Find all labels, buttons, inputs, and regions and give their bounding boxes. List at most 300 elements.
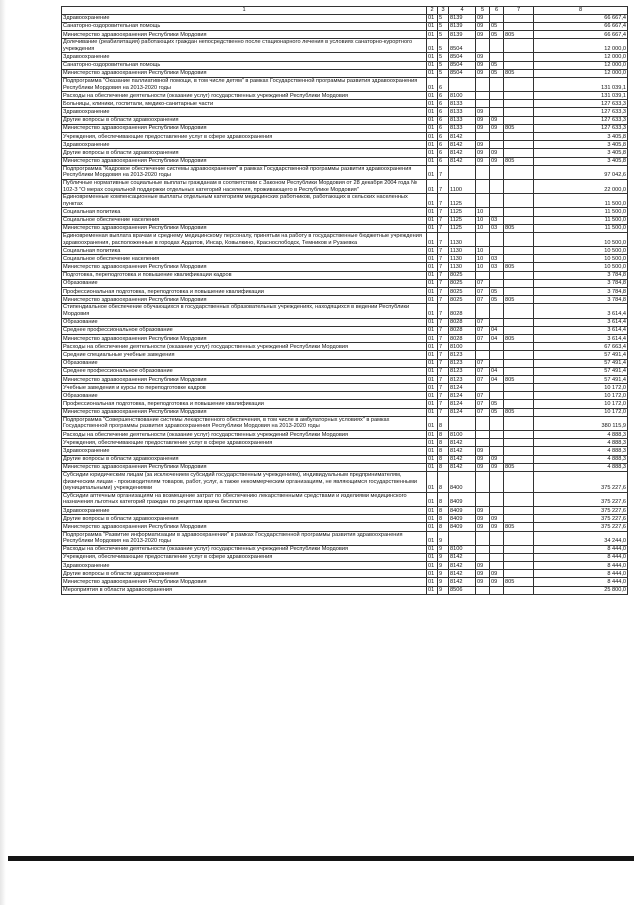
ministry-code-cell	[504, 586, 534, 594]
row-name-cell: Министерство здравоохранения Республики Мордовия	[62, 408, 427, 416]
table-row	[62, 124, 628, 132]
table-row	[62, 208, 628, 216]
row-name-cell: Образование	[62, 359, 427, 367]
sub-code-cell: 7	[438, 384, 449, 392]
gp-code-cell: 01	[427, 92, 438, 100]
row-name-cell: Профессиональная подготовка, переподготовка и повышение квалификации	[62, 400, 427, 408]
gp-code-cell: 01	[427, 69, 438, 77]
amount-cell: 8 444,0	[534, 570, 628, 578]
article-code-cell: 8025	[449, 279, 476, 287]
subsection-code-cell: 03	[490, 216, 504, 224]
article-code-cell: 8123	[449, 351, 476, 359]
section-code-cell: 07	[476, 334, 490, 342]
row-name-cell: Публичные нормативные социальные выплаты гражданам в соответствии с Законом Республики Мордовия от 28 декабря 2004 года № 102-З "О мерах социальной поддержки отдельных категорий населения, проживающего в Республике Мордовия"	[62, 179, 427, 193]
gp-code-cell: 01	[427, 61, 438, 69]
row-name-cell: Образование	[62, 279, 427, 287]
section-code-cell: 07	[476, 359, 490, 367]
amount-cell: 10 172,0	[534, 384, 628, 392]
sub-code-cell: 8	[438, 447, 449, 455]
section-code-cell: 07	[476, 408, 490, 416]
section-code-cell: 09	[476, 124, 490, 132]
table-row	[62, 141, 628, 149]
subsection-code-cell	[490, 431, 504, 439]
row-name-cell: Учреждения, обеспечивающие предоставление услуг в сфере здравоохранения	[62, 553, 427, 561]
table-row	[62, 165, 628, 179]
amount-cell: 10 172,0	[534, 400, 628, 408]
subsection-code-cell	[490, 247, 504, 255]
row-name-cell: Министерство здравоохранения Республики Мордовия	[62, 157, 427, 165]
row-name-cell: Санаторно-оздоровительная помощь	[62, 22, 427, 30]
article-code-cell: 1125	[449, 208, 476, 216]
row-name-cell: Министерство здравоохранения Республики Мордовия	[62, 30, 427, 38]
section-code-cell: 09	[476, 69, 490, 77]
header-cell: 5	[476, 7, 490, 15]
sub-code-cell: 7	[438, 367, 449, 375]
table-row	[62, 61, 628, 69]
table-row	[62, 392, 628, 400]
ministry-code-cell	[504, 570, 534, 578]
sub-code-cell: 6	[438, 149, 449, 157]
gp-code-cell: 01	[427, 22, 438, 30]
header-cell: 2	[427, 7, 438, 15]
sub-code-cell: 5	[438, 53, 449, 61]
sub-code-cell: 7	[438, 326, 449, 334]
article-code-cell	[449, 531, 476, 545]
ministry-code-cell	[504, 133, 534, 141]
gp-code-cell: 01	[427, 30, 438, 38]
subsection-code-cell	[490, 531, 504, 545]
article-code-cell: 8142	[449, 133, 476, 141]
subsection-code-cell	[490, 92, 504, 100]
sub-code-cell: 8	[438, 439, 449, 447]
header-cell: 6	[490, 7, 504, 15]
section-code-cell: 09	[476, 108, 490, 116]
subsection-code-cell: 09	[490, 523, 504, 531]
subsection-code-cell	[490, 506, 504, 514]
section-code-cell: 09	[476, 149, 490, 157]
section-code-cell: 09	[476, 30, 490, 38]
sub-code-cell: 5	[438, 22, 449, 30]
ministry-code-cell	[504, 232, 534, 246]
amount-cell: 67 663,4	[534, 343, 628, 351]
sub-code-cell: 7	[438, 304, 449, 318]
article-code-cell: 8409	[449, 515, 476, 523]
gp-code-cell: 01	[427, 133, 438, 141]
header-cell: 3	[438, 7, 449, 15]
sub-code-cell: 9	[438, 553, 449, 561]
subsection-code-cell	[490, 586, 504, 594]
article-code-cell: 8133	[449, 108, 476, 116]
ministry-code-cell	[504, 384, 534, 392]
table-row	[62, 351, 628, 359]
article-code-cell: 8504	[449, 69, 476, 77]
row-name-cell: Профессиональная подготовка, переподготовка и повышение квалификации	[62, 288, 427, 296]
row-name-cell: Министерство здравоохранения Республики Мордовия	[62, 334, 427, 342]
gp-code-cell: 01	[427, 515, 438, 523]
ministry-code-cell	[504, 506, 534, 514]
ministry-code-cell: 805	[504, 69, 534, 77]
amount-cell: 12 000,0	[534, 39, 628, 53]
amount-cell: 4 888,3	[534, 431, 628, 439]
gp-code-cell: 01	[427, 367, 438, 375]
ministry-code-cell	[504, 92, 534, 100]
row-name-cell: Здравоохранение	[62, 108, 427, 116]
section-code-cell: 07	[476, 296, 490, 304]
table-row	[62, 22, 628, 30]
amount-cell: 11 500,0	[534, 216, 628, 224]
gp-code-cell: 01	[427, 304, 438, 318]
gp-code-cell: 01	[427, 506, 438, 514]
table-row	[62, 77, 628, 91]
ministry-code-cell	[504, 255, 534, 263]
ministry-code-cell: 805	[504, 463, 534, 471]
table-row	[62, 408, 628, 416]
section-code-cell: 10	[476, 255, 490, 263]
subsection-code-cell	[490, 77, 504, 91]
subsection-code-cell	[490, 53, 504, 61]
sub-code-cell: 6	[438, 141, 449, 149]
subsection-code-cell	[490, 232, 504, 246]
subsection-code-cell	[490, 271, 504, 279]
sub-code-cell: 8	[438, 515, 449, 523]
amount-cell: 11 500,0	[534, 194, 628, 208]
row-name-cell: Учреждения, обеспечивающие предоставление услуг в сфере здравоохранения	[62, 133, 427, 141]
table-row	[62, 384, 628, 392]
amount-cell: 3 405,8	[534, 149, 628, 157]
amount-cell: 127 633,3	[534, 116, 628, 124]
sub-code-cell: 7	[438, 296, 449, 304]
article-code-cell: 1125	[449, 194, 476, 208]
table-row	[62, 570, 628, 578]
subsection-code-cell: 09	[490, 463, 504, 471]
section-code-cell	[476, 304, 490, 318]
section-code-cell: 09	[476, 116, 490, 124]
sub-code-cell: 6	[438, 157, 449, 165]
table-row	[62, 553, 628, 561]
table-row	[62, 30, 628, 38]
gp-code-cell: 01	[427, 431, 438, 439]
amount-cell: 3 405,8	[534, 133, 628, 141]
gp-code-cell: 01	[427, 447, 438, 455]
subsection-code-cell: 05	[490, 61, 504, 69]
sub-code-cell: 7	[438, 318, 449, 326]
table-row	[62, 439, 628, 447]
ministry-code-cell: 805	[504, 408, 534, 416]
ministry-code-cell	[504, 553, 534, 561]
ministry-code-cell	[504, 22, 534, 30]
amount-cell: 3 784,8	[534, 288, 628, 296]
table-row	[62, 586, 628, 594]
ministry-code-cell	[504, 247, 534, 255]
subsection-code-cell: 09	[490, 116, 504, 124]
gp-code-cell: 01	[427, 384, 438, 392]
subsection-code-cell	[490, 351, 504, 359]
gp-code-cell: 01	[427, 108, 438, 116]
subsection-code-cell	[490, 447, 504, 455]
section-code-cell	[476, 586, 490, 594]
table-row	[62, 531, 628, 545]
section-code-cell	[476, 39, 490, 53]
section-code-cell	[476, 439, 490, 447]
article-code-cell: 8025	[449, 271, 476, 279]
gp-code-cell: 01	[427, 463, 438, 471]
sub-code-cell: 5	[438, 61, 449, 69]
amount-cell: 11 500,0	[534, 224, 628, 232]
article-code-cell: 8142	[449, 562, 476, 570]
subsection-code-cell	[490, 179, 504, 193]
table-row	[62, 116, 628, 124]
article-code-cell: 8142	[449, 570, 476, 578]
gp-code-cell: 01	[427, 375, 438, 383]
amount-cell: 3 614,4	[534, 318, 628, 326]
sub-code-cell: 8	[438, 416, 449, 430]
article-code-cell: 1130	[449, 247, 476, 255]
subsection-code-cell: 09	[490, 149, 504, 157]
sub-code-cell: 9	[438, 545, 449, 553]
section-code-cell	[476, 431, 490, 439]
ministry-code-cell	[504, 116, 534, 124]
amount-cell: 10 500,0	[534, 255, 628, 263]
gp-code-cell: 01	[427, 194, 438, 208]
sub-code-cell: 7	[438, 263, 449, 271]
ministry-code-cell	[504, 351, 534, 359]
gp-code-cell: 01	[427, 545, 438, 553]
ministry-code-cell	[504, 77, 534, 91]
article-code-cell: 8142	[449, 149, 476, 157]
ministry-code-cell	[504, 416, 534, 430]
row-name-cell: Подпрограмма "Развитие информатизации в здравоохранении" в рамках Государственной программы развития здравоохранения Республики Мордовия на 2013-2020 годы	[62, 531, 427, 545]
row-name-cell: Здравоохранение	[62, 562, 427, 570]
article-code-cell	[449, 77, 476, 91]
gp-code-cell: 01	[427, 439, 438, 447]
sub-code-cell: 5	[438, 69, 449, 77]
subsection-code-cell	[490, 343, 504, 351]
row-name-cell: Среднее профессиональное образование	[62, 326, 427, 334]
article-code-cell: 1130	[449, 255, 476, 263]
sub-code-cell: 7	[438, 343, 449, 351]
table-row	[62, 375, 628, 383]
sub-code-cell: 7	[438, 288, 449, 296]
sub-code-cell: 7	[438, 271, 449, 279]
table-row	[62, 108, 628, 116]
table-row	[62, 431, 628, 439]
gp-code-cell: 01	[427, 232, 438, 246]
article-code-cell: 8025	[449, 288, 476, 296]
row-name-cell: Социальная политика	[62, 208, 427, 216]
amount-cell: 4 888,3	[534, 447, 628, 455]
section-code-cell: 07	[476, 326, 490, 334]
table-row	[62, 179, 628, 193]
amount-cell: 375 227,6	[534, 515, 628, 523]
sub-code-cell: 7	[438, 165, 449, 179]
section-code-cell	[476, 271, 490, 279]
article-code-cell: 8100	[449, 343, 476, 351]
sub-code-cell: 9	[438, 562, 449, 570]
amount-cell: 66 667,4	[534, 30, 628, 38]
table-row	[62, 216, 628, 224]
gp-code-cell: 01	[427, 165, 438, 179]
sub-code-cell: 7	[438, 247, 449, 255]
amount-cell: 375 227,6	[534, 471, 628, 492]
gp-code-cell: 01	[427, 247, 438, 255]
gp-code-cell: 01	[427, 578, 438, 586]
article-code-cell: 8133	[449, 116, 476, 124]
gp-code-cell: 01	[427, 570, 438, 578]
sub-code-cell: 7	[438, 255, 449, 263]
section-code-cell	[476, 531, 490, 545]
table-row	[62, 296, 628, 304]
ministry-code-cell	[504, 61, 534, 69]
table-row	[62, 279, 628, 287]
article-code-cell: 8142	[449, 447, 476, 455]
subsection-code-cell	[490, 194, 504, 208]
ministry-code-cell	[504, 318, 534, 326]
ministry-code-cell	[504, 288, 534, 296]
ministry-code-cell	[504, 392, 534, 400]
gp-code-cell: 01	[427, 279, 438, 287]
ministry-code-cell: 805	[504, 124, 534, 132]
sub-code-cell: 9	[438, 578, 449, 586]
amount-cell: 131 039,1	[534, 92, 628, 100]
row-name-cell: Подпрограмма "Совершенствование системы лекарственного обеспечения, в том числе в амбулаторных условиях" в рамках Государственной программы развития здравоохранения Республики Мордовия на 2013-2020 годы	[62, 416, 427, 430]
row-name-cell: Другие вопросы в области здравоохранения	[62, 570, 427, 578]
ministry-code-cell	[504, 165, 534, 179]
ministry-code-cell	[504, 367, 534, 375]
subsection-code-cell	[490, 416, 504, 430]
row-name-cell: Другие вопросы в области здравоохранения	[62, 149, 427, 157]
sub-code-cell: 7	[438, 392, 449, 400]
sub-code-cell: 5	[438, 39, 449, 53]
header-cell: 8	[534, 7, 628, 15]
sub-code-cell: 8	[438, 523, 449, 531]
ministry-code-cell	[504, 531, 534, 545]
section-code-cell: 09	[476, 14, 490, 22]
amount-cell: 10 172,0	[534, 392, 628, 400]
sub-code-cell: 8	[438, 506, 449, 514]
ministry-code-cell	[504, 326, 534, 334]
amount-cell: 66 667,4	[534, 22, 628, 30]
amount-cell: 375 227,6	[534, 506, 628, 514]
amount-cell: 57 491,4	[534, 367, 628, 375]
gp-code-cell: 01	[427, 531, 438, 545]
article-code-cell: 8100	[449, 545, 476, 553]
row-name-cell: Расходы на обеспечение деятельности (оказание услуг) государственных учреждений Республики Мордовия	[62, 92, 427, 100]
section-code-cell: 09	[476, 22, 490, 30]
row-name-cell: Средние специальные учебные заведения	[62, 351, 427, 359]
article-code-cell: 1130	[449, 263, 476, 271]
section-code-cell	[476, 232, 490, 246]
subsection-code-cell	[490, 100, 504, 108]
gp-code-cell: 01	[427, 271, 438, 279]
section-code-cell	[476, 492, 490, 506]
subsection-code-cell	[490, 108, 504, 116]
amount-cell: 10 500,0	[534, 247, 628, 255]
subsection-code-cell: 03	[490, 263, 504, 271]
article-code-cell: 8409	[449, 492, 476, 506]
gp-code-cell: 01	[427, 141, 438, 149]
sub-code-cell: 6	[438, 124, 449, 132]
sub-code-cell: 7	[438, 408, 449, 416]
row-name-cell: Здравоохранение	[62, 506, 427, 514]
subsection-code-cell	[490, 14, 504, 22]
section-code-cell: 09	[476, 523, 490, 531]
ministry-code-cell	[504, 208, 534, 216]
subsection-code-cell: 05	[490, 408, 504, 416]
table-row	[62, 255, 628, 263]
sub-code-cell: 6	[438, 116, 449, 124]
gp-code-cell: 01	[427, 326, 438, 334]
row-name-cell: Стипендиальное обеспечение обучающихся в государственных образовательных учреждениях, находящихся в ведении Республики Мордовия	[62, 304, 427, 318]
ministry-code-cell	[504, 515, 534, 523]
table-row	[62, 92, 628, 100]
sub-code-cell: 9	[438, 586, 449, 594]
subsection-code-cell	[490, 279, 504, 287]
table-row	[62, 506, 628, 514]
amount-cell: 8 444,0	[534, 545, 628, 553]
sub-code-cell: 6	[438, 100, 449, 108]
table-row	[62, 53, 628, 61]
sub-code-cell: 7	[438, 334, 449, 342]
amount-cell: 34 244,0	[534, 531, 628, 545]
amount-cell: 4 888,3	[534, 439, 628, 447]
article-code-cell: 8504	[449, 39, 476, 53]
gp-code-cell: 01	[427, 179, 438, 193]
row-name-cell: Учреждения, обеспечивающие предоставление услуг в сфере здравоохранения	[62, 439, 427, 447]
section-code-cell: 09	[476, 455, 490, 463]
subsection-code-cell	[490, 133, 504, 141]
table-row	[62, 232, 628, 246]
table-row	[62, 334, 628, 342]
article-code-cell: 8139	[449, 14, 476, 22]
gp-code-cell: 01	[427, 39, 438, 53]
section-code-cell: 10	[476, 224, 490, 232]
row-name-cell: Министерство здравоохранения Республики Мордовия	[62, 375, 427, 383]
amount-cell: 10 500,0	[534, 232, 628, 246]
budget-table-body	[62, 7, 628, 595]
section-code-cell: 09	[476, 61, 490, 69]
subsection-code-cell: 03	[490, 255, 504, 263]
table-row	[62, 492, 628, 506]
subsection-code-cell	[490, 439, 504, 447]
amount-cell: 97 042,6	[534, 165, 628, 179]
ministry-code-cell	[504, 279, 534, 287]
subsection-code-cell: 05	[490, 400, 504, 408]
subsection-code-cell: 05	[490, 22, 504, 30]
section-code-cell	[476, 553, 490, 561]
sub-code-cell: 8	[438, 431, 449, 439]
sub-code-cell: 9	[438, 531, 449, 545]
gp-code-cell: 01	[427, 523, 438, 531]
ministry-code-cell	[504, 179, 534, 193]
row-name-cell: Расходы на обеспечение деятельности (оказание услуг) государственных учреждений Республики Мордовия	[62, 431, 427, 439]
table-row	[62, 224, 628, 232]
section-code-cell	[476, 471, 490, 492]
subsection-code-cell: 05	[490, 69, 504, 77]
row-name-cell: Мероприятия в области здравоохранения	[62, 586, 427, 594]
amount-cell: 8 444,0	[534, 562, 628, 570]
article-code-cell: 1100	[449, 179, 476, 193]
subsection-code-cell: 03	[490, 224, 504, 232]
gp-code-cell: 01	[427, 392, 438, 400]
amount-cell: 10 500,0	[534, 263, 628, 271]
article-code-cell: 8504	[449, 61, 476, 69]
sub-code-cell: 7	[438, 375, 449, 383]
amount-cell: 127 633,3	[534, 100, 628, 108]
amount-cell: 11 500,0	[534, 208, 628, 216]
sub-code-cell: 5	[438, 30, 449, 38]
ministry-code-cell	[504, 492, 534, 506]
subsection-code-cell: 05	[490, 296, 504, 304]
